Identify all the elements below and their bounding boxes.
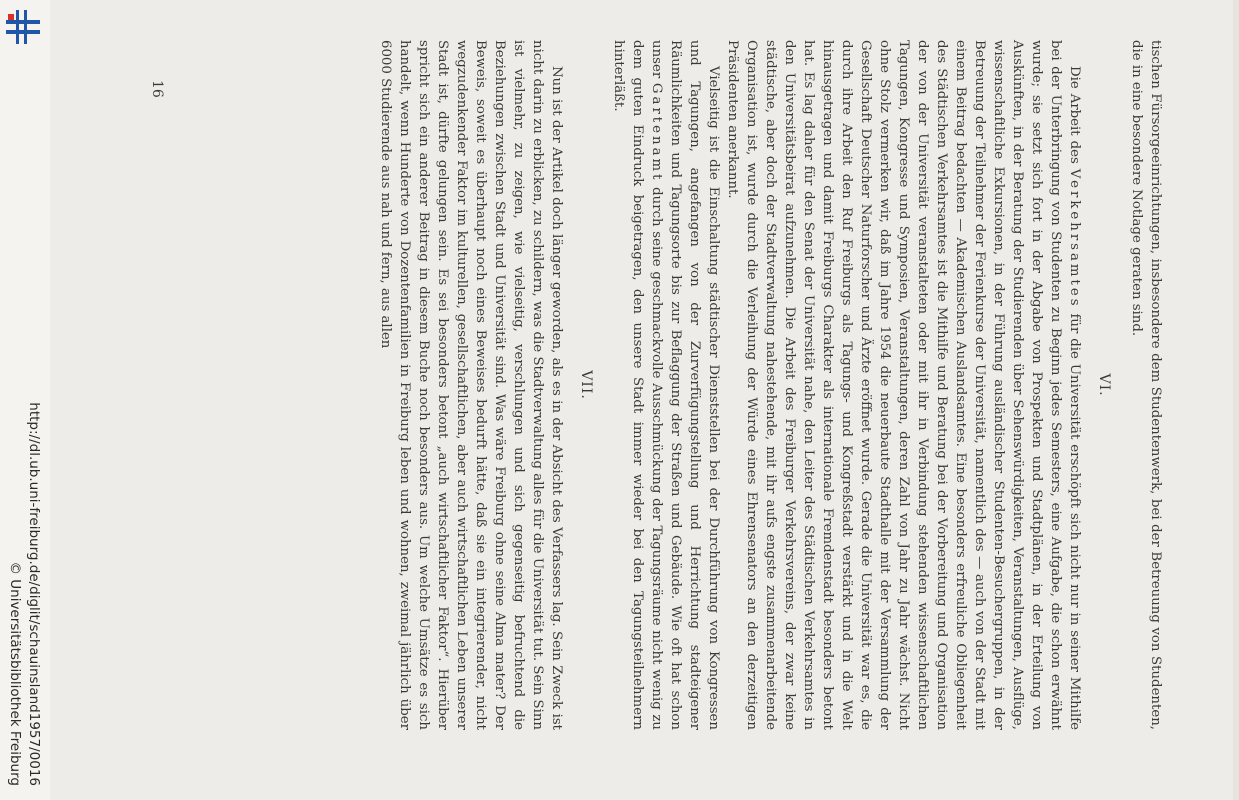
page-text-rotated: [165, 40, 1165, 730]
paragraph-vi-2-start: Vielseitig ist die Einschaltung städtischer Dienststellen bei der Durchführung von Kongressen und Tagungen, angefangen von der Zurverfügungstellung und Herrichtung stadteigener Räumlichkeiten und Tagungsorte bis zur Beflaggung der Straßen und Gebäude. Wie oft hat schon unser: [649, 40, 721, 730]
section-heading-vi: VI.: [1096, 373, 1112, 397]
source-url[interactable]: http://dl.ub.uni-freiburg.de/diglit/schauinsland1957/0016: [26, 402, 42, 786]
page-number: 16: [149, 80, 165, 98]
top-paragraph: tischen Fürsorgeeinrichtungen, insbesondere dem Studentenwerk, bei der Betreuung von Studenten, die in eine besondere Notlage geraten sind.: [1129, 40, 1163, 730]
credit-block: [0, 0, 50, 800]
paragraph-vii-1: Nun ist der Artikel doch länger geworden, als es in der Absicht des Verfassers lag. Sein Zweck ist nicht darin zu erblicken, zu schildern, was die Stadtverwaltung alles für die Universität tut. Sein Sinn ist vielmehr, zu zeigen, wie vielseitig, verschlungen und sich gegenseitig befruchtend die Beziehungen zwischen Stadt und Universität sind. Was wäre Freiburg ohne seine Alma mater? Der Beweis, soweit es überhaupt noch eines Beweises bedurft hätte, daß sie ein integrierender, nicht wegzudenkender Faktor im kulturellen, gesellschaftlichen, aber auch wirtschaftlichen Leben unserer Stadt ist, dürfte gelungen sein. Es sei besonders betont „auch wirtschaftlicher Faktor“. Hierüber spricht sich ein anderer Beitrag in diesem Buche noch besonders aus. Um welche Umsätze es sich handelt, wenn Hunderte von Dozentenfamilien in Freiburg leben und wohnen, zweimal jährlich über 6000 Studierende aus nah und fern, aus allen: [378, 40, 564, 730]
paragraph-vi-1-start: Die Arbeit des: [1067, 66, 1082, 169]
verkehrsamt-spaced: Verkehrsamtes: [1067, 168, 1082, 309]
paragraph-vi-2: [609, 40, 723, 730]
gartenamt-spaced: Gartenamt: [649, 82, 664, 183]
paragraph-vi-2-rest: durch seine geschmackvolle Ausschmückung der Tagungsräume nicht wenig zu dem guten Eindruck beigetragen, den unsere Stadt immer wieder bei den Tagungsteilnehmern hinterläßt.: [611, 40, 664, 730]
paragraph-vi-1: [723, 40, 1084, 730]
section-heading-vii: VII.: [578, 370, 594, 400]
page-edge: [1233, 0, 1239, 800]
paragraph-vi-1-rest: für die Universität erschöpft sich nicht nur in seiner Mithilfe bei der Unterbringung von Studenten zu Beginn jedes Semesters, eine Aufgabe, die schon erwähnt wurde; sie setzt sich fort in der Abgabe von Prospekten und Stadtplänen, in der Erteilung von Auskünften, in der Beratung der Studierenden über Sehenswürdigkeiten, Veranstaltungen, Ausflüge, wissenschaftliche Exkursionen, in der Führung ausländischer Studenten-Besuchergruppen, in der Betreuung der Teilnehmer der Ferienkurse der Universität, namentlich des — auch von der Stadt mit einem Beitrag bedachten — Akademischen Auslandsamtes. Eine besonders erfreuliche Obliegenheit des Städtischen Verkehrsamtes ist die Mithilfe und Beratung bei der Vorbereitung und Organisation der von der Universität veranstalteten oder mit ihr in Verbindung stehenden wissenschaftlichen Tagungen, Kongresse und Symposien, Veranstaltungen, deren Zahl von Jahr zu Jahr wächst. Nicht ohne Stolz vermerken wir, daß im Jahre 1954 die neuerbaute Stadthalle mit der Versammlung der Gesellschaft Deutscher Naturforscher und Ärzte eröffnet wurde. Gerade die Universität war es, die durch ihre Arbeit den Ruf Freiburgs als Tagungs- und Kongreßstadt verstärkt und in die Welt hinausgetragen und damit Freiburgs Charakter als internationale Fremdenstadt besonders betont hat. Es lag daher für den Senat der Universität nahe, den Leiter des Städtischen Verkehrsamtes in den Universitätsbeirat aufzunehmen. Die Arbeit des Freiburger Verkehrsvereins, der zwar keine städtische, aber doch der Stadtverwaltung nahestehende, mit ihr aufs engste zusammenarbeitende Organisation ist, wurde durch die Verleihung der Würde eines Ehrensenators an den derzeitigen Präsidenten anerkannt.: [725, 40, 1082, 730]
copyright-notice: © Universitätsbibliothek Freiburg: [7, 561, 23, 786]
viewer-sidebar: [0, 0, 50, 800]
